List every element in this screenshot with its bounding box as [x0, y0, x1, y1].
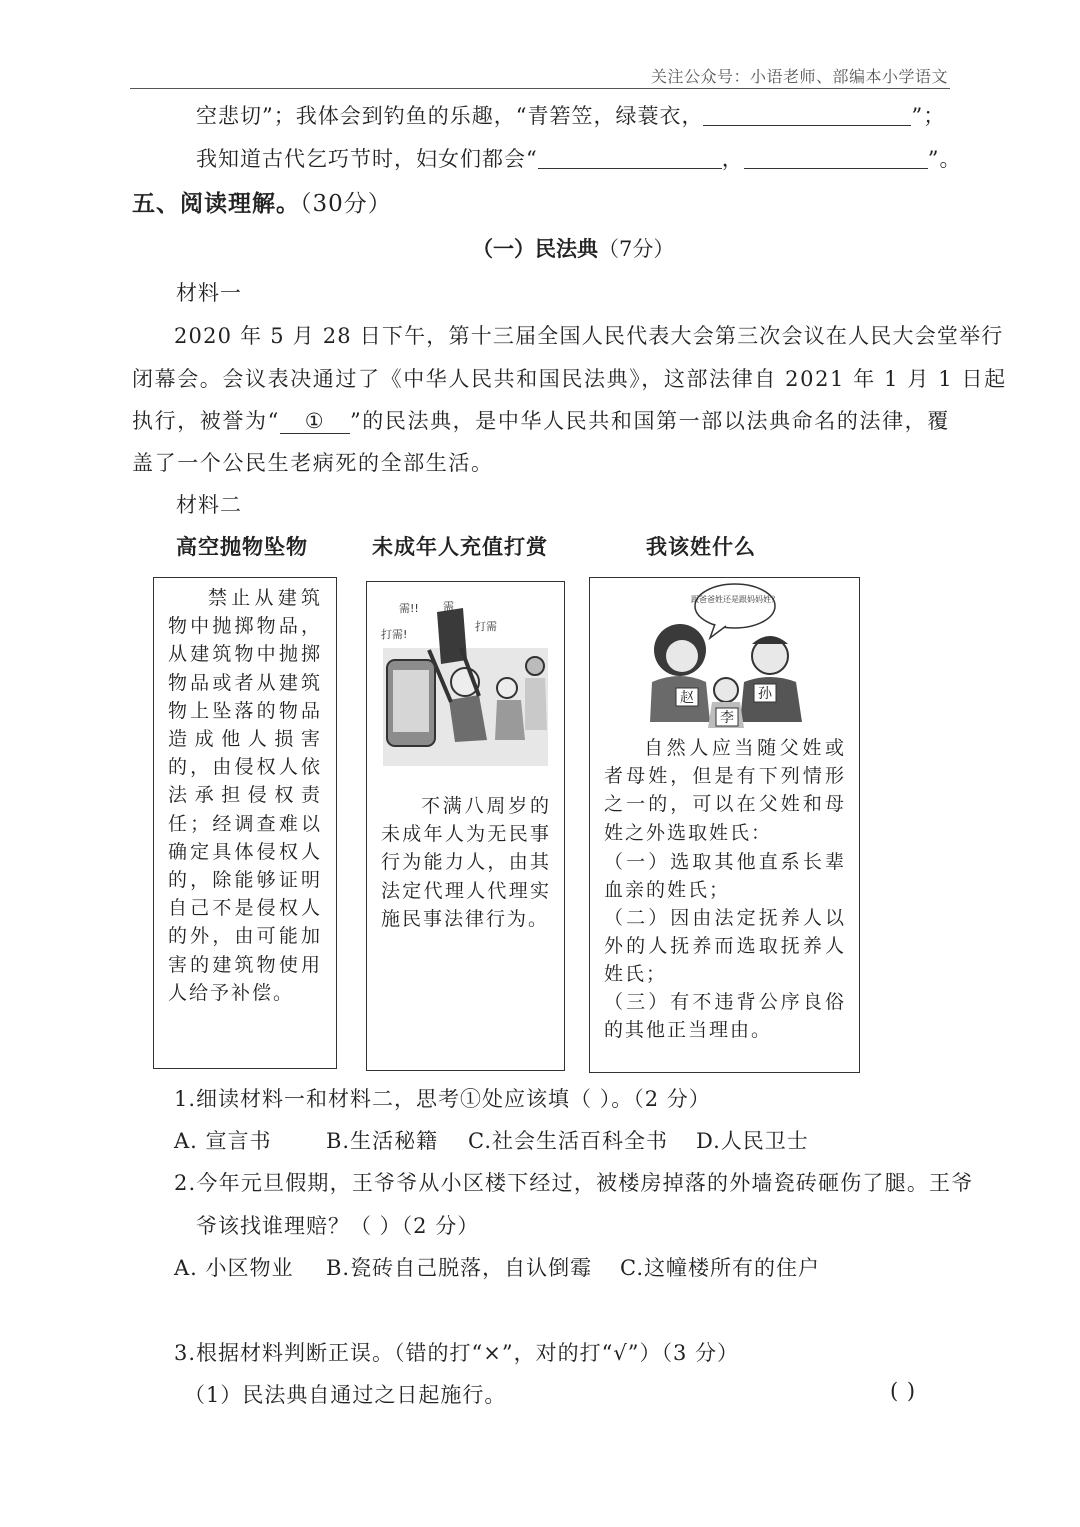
material1-line: [132, 405, 950, 435]
fill-line-1-text: 空悲切”；我体会到钓鱼的乐趣，“青箬笠，绿蓑衣，: [196, 104, 704, 128]
material1-line: 2020 年 5 月 28 日下午，第十三届全国人民代表大会第三次会议在人民大会堂举行: [174, 324, 1004, 348]
box3-item: （三）有不违背公序良俗的其他正当理由。: [604, 991, 846, 1042]
fill-line-1: [196, 100, 945, 130]
fill-line-2-comma: ，: [721, 147, 744, 171]
section-score: （30分）: [300, 191, 392, 217]
q1-option[interactable]: B.生活秘籍: [326, 1129, 439, 1153]
column-title: 未成年人充值打赏: [372, 535, 548, 559]
blank-marker-1: ①: [280, 409, 350, 434]
cartoon-word: 需!!: [399, 602, 419, 615]
cartoon-image: [379, 590, 551, 770]
material1-label: 材料一: [176, 281, 242, 305]
fill-line-2: [196, 143, 962, 173]
q3-item-1: （1）民法典自通过之日起施行。: [184, 1383, 507, 1407]
answer-blank[interactable]: [703, 105, 911, 126]
cartoon-image: [640, 582, 810, 730]
cartoon-word: 需: [443, 600, 454, 613]
question-2-cont: 爷该找谁理赔？（ ）（2 分）: [196, 1214, 480, 1238]
q1-option[interactable]: D.人民卫士: [696, 1129, 809, 1153]
question-2: 2.今年元旦假期，王爷爷从小区楼下经过，被楼房掉落的外墙瓷砖砸伤了腿。王爷: [174, 1171, 974, 1195]
material-box-1: [153, 577, 337, 1069]
question-1: 1.细读材料一和材料二，思考①处应该填（ ）。（2 分）: [174, 1087, 711, 1111]
fill-line-1-end: ”；: [911, 104, 946, 128]
question-3: 3.根据材料判断正误。（错的打“×”，对的打“√”）（3 分）: [174, 1341, 739, 1365]
q1-option[interactable]: C.社会生活百科全书: [468, 1129, 668, 1153]
speech-bubble-text: 跟爸爸姓还是跟妈妈姓？: [691, 595, 779, 604]
box3-item: （一）选取其他直系长辈血亲的姓氏；: [604, 851, 846, 902]
answer-blank[interactable]: [538, 148, 722, 169]
box2-text: 不满八周岁的未成年人为无民事行为能力人，由其法定代理人代理实施民事法律行为。: [381, 795, 551, 930]
answer-blank[interactable]: [744, 148, 928, 169]
q1-option[interactable]: A. 宣言书: [174, 1129, 272, 1153]
subsection-heading: [472, 233, 674, 263]
fill-line-2-text: 我知道古代乞巧节时，妇女们都会“: [196, 147, 538, 171]
column-title: 我该姓什么: [646, 535, 756, 559]
subsection-score: （7分）: [598, 237, 675, 261]
child-icon: [714, 678, 738, 702]
page-header-text: 关注公众号：小语老师、部编本小学语文: [650, 67, 948, 86]
material2-label: 材料二: [176, 493, 242, 517]
column-title: 高空抛物坠物: [176, 535, 308, 559]
name-card: 李: [720, 710, 734, 726]
section-title: 五、阅读理解。: [132, 191, 300, 217]
material-box-2: [366, 581, 565, 1071]
box1-text: 禁止从建筑物中抛掷物品，从建筑物中抛掷物品或者从建筑物上坠落的物品造成他人损害的，由侵权人依法承担侵权责任；经调查难以确定具体侵权人的，除能够证明自己不是侵权人的外，由可能加害的建筑物使用人给予补偿。: [168, 587, 322, 1004]
name-card: 赵: [680, 690, 694, 706]
box3-item: （二）因由法定抚养人以外的人抚养而选取抚养人姓氏；: [604, 907, 846, 986]
subsection-title: （一）民法典: [472, 237, 598, 261]
material1-text: ”的民法典，是中华人民共和国第一部以法典命名的法律，覆: [349, 409, 950, 433]
q3-item-1-answer[interactable]: ( ): [890, 1379, 917, 1403]
q2-option[interactable]: C.这幢楼所有的住户: [620, 1256, 820, 1280]
material1-line: 盖了一个公民生老病死的全部生活。: [132, 451, 494, 475]
material1-line: 闭幕会。会议表决通过了《中华人民共和国民法典》，这部法律自 2021 年 1 月 1 日起: [132, 367, 1007, 391]
material-box-3: [589, 577, 860, 1073]
box3-text: 自然人应当随父姓或者母姓，但是有下列情形之一的，可以在父姓和母姓之外选取姓氏：: [604, 737, 846, 844]
fill-line-2-end: ”。: [927, 147, 962, 171]
q2-option[interactable]: A. 小区物业: [174, 1256, 294, 1280]
header-divider: [130, 88, 950, 89]
material1-text: 执行，被誉为“: [132, 409, 280, 433]
cartoon-word: 打需!: [381, 628, 408, 641]
cartoon-word: 打需: [475, 620, 497, 633]
name-card: 孙: [758, 686, 772, 702]
section-heading: [132, 185, 392, 218]
q2-option[interactable]: B.瓷砖自己脱落，自认倒霉: [326, 1256, 593, 1280]
